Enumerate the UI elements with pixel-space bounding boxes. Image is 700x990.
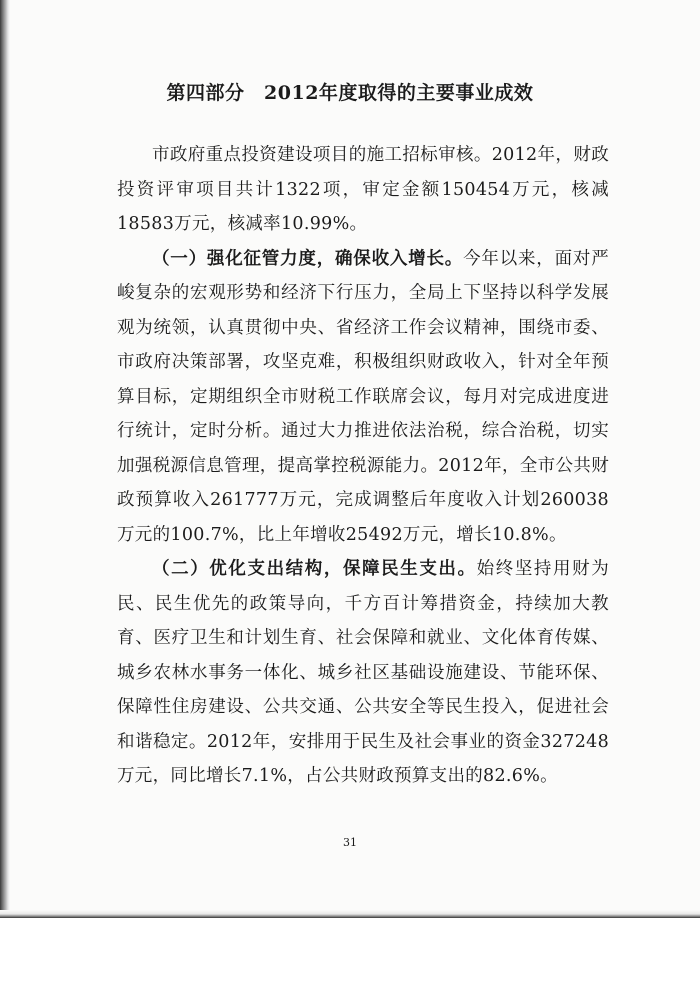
scan-edge-bottom — [0, 910, 700, 918]
paragraph-3-lead: （二）优化支出结构，保障民生支出。 — [152, 559, 477, 579]
body-text — [117, 138, 609, 794]
paragraph-2 — [117, 242, 609, 553]
paragraph-3 — [117, 552, 609, 794]
paragraph-1 — [117, 138, 609, 242]
paragraph-1-text: 市政府重点投资建设项目的施工招标审核。2012年，财政投资评审项目共计1322项，审定金额150454万元，核减18583万元，核减率10.99%。 — [117, 145, 609, 234]
paragraph-3-text: 始终坚持用财为民、民生优先的政策导向，千方百计筹措资金，持续加大教育、医疗卫生和计划生育、社会保障和就业、文化体育传媒、城乡农林水事务一体化、城乡社区基础设施建设、节能环保、保障性住房建设、公共交通、公共安全等民生投入，促进社会和谐稳定。2012年，安排用于民生及社会事业的资金327248万元，同比增长7.1%，占公共财政预算支出的82.6%。 — [117, 559, 609, 786]
paragraph-2-lead: （一）强化征管力度，确保收入增长。 — [152, 248, 464, 269]
scan-edge-left — [0, 0, 10, 910]
scan-margin-bottom — [0, 918, 700, 990]
paragraph-2-text: 今年以来，面对严峻复杂的宏观形势和经济下行压力，全局上下坚持以科学发展观为统领，认真贯彻中央、省经济工作会议精神，围绕市委、市政府决策部署，攻坚克难，积极组织财政收入，针对全年预算目标，定期组织全市财税工作联席会议，每月对完成进度进行统计，定时分析。通过大力推进依法治税，综合治税，切实加强税源信息管理，提高掌控税源能力。2012年，全市公共财政预算收入261777万元，完成调整后年度收入计划260038万元的100.7%，比上年增收25492万元，增长10.8%。 — [117, 248, 609, 545]
section-title: 第四部分 2012年度取得的主要事业成效 — [166, 82, 534, 104]
page-number: 31 — [343, 836, 357, 849]
